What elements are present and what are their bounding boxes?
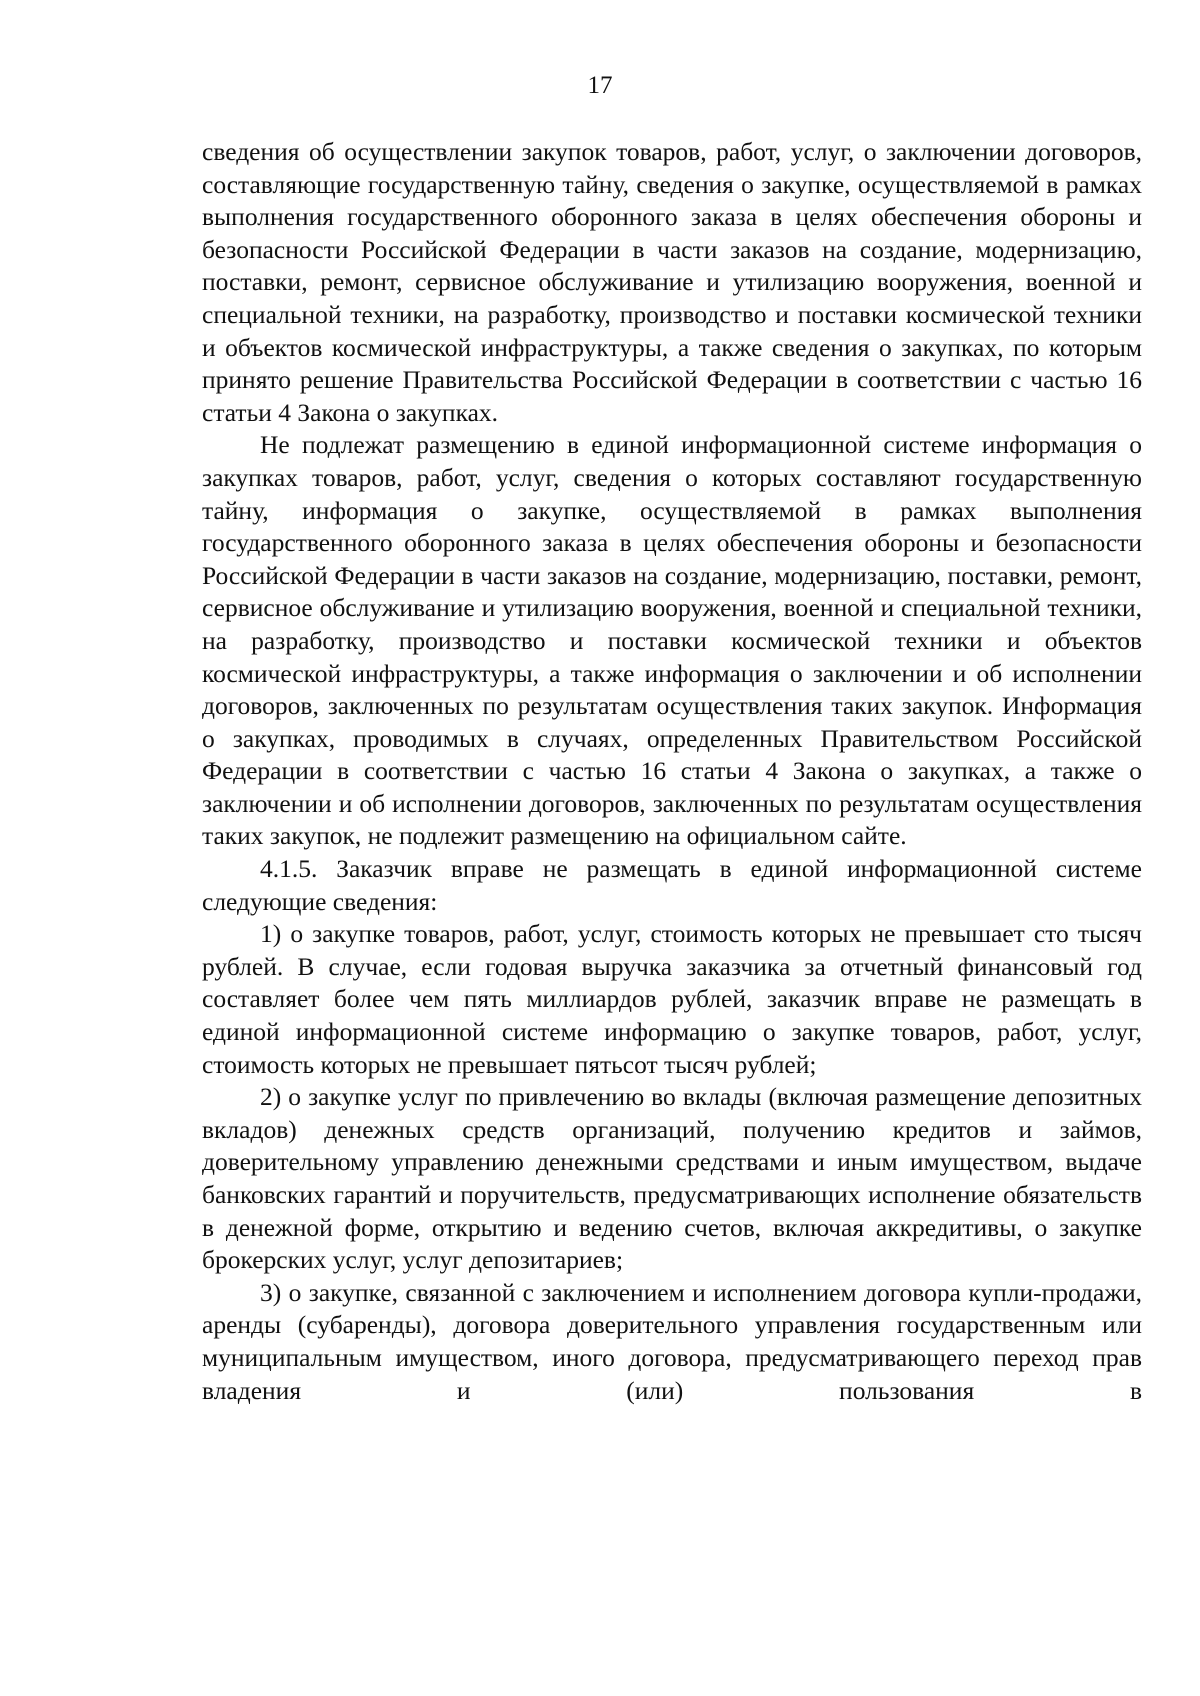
page-number: 17 [587, 72, 613, 99]
paragraph-secret-procurement-info: сведения об осуществлении закупок товаров, работ, услуг, о заключении договоров, составляющие государственную тайну, сведения о закупке, осуществляемой в рамках выполнения государственного оборонного заказа в целях обеспечения обороны и безопасности Российской Федерации в части заказов на создание, модернизацию, поставки, ремонт, сервисное обслуживание и утилизацию вооружения, военной и специальной техники, на разработку, производство и поставки космической техники и объектов космической инфраструктуры, а также сведения о закупках, по которым принято решение Правительства Российской Федерации в соответствии с частью 16 статьи 4 Закона о закупках. [202, 137, 1142, 427]
document-body [202, 136, 1142, 1407]
list-item-1: 1) о закупке товаров, работ, услуг, стоимость которых не превышает сто тысяч рублей. В случае, если годовая выручка заказчика за отчетный финансовый год составляет более чем пять миллиардов рублей, заказчик вправе не размещать в единой информационной системе информацию о закупке товаров, работ, услуг, стоимость которых не превышает пятьсот тысяч рублей; [202, 919, 1142, 1079]
paragraph-clause-4-1-5: 4.1.5. Заказчик вправе не размещать в единой информационной системе следующие сведения: [202, 854, 1142, 916]
list-item-3: 3) о закупке, связанной с заключением и исполнением договора купли-продажи, аренды (субаренды), договора доверительного управления государственным или муниципальным имуществом, иного договора, предусматривающего переход прав владения и (или) пользования в [202, 1277, 1142, 1405]
paragraph-not-subject-to-placement: Не подлежат размещению в единой информационной системе информация о закупках товаров, работ, услуг, сведения о которых составляют государственную тайну, информация о закупке, осуществляемой в рамках выполнения государственного оборонного заказа в целях обеспечения обороны и безопасности Российской Федерации в части заказов на создание, модернизацию, поставки, ремонт, сервисное обслуживание и утилизацию вооружения, военной и специальной техники, на разработку, производство и поставки космической техники и объектов космической инфраструктуры, а также информация о заключении и об исполнении договоров, заключенных по результатам осуществления таких закупок. Информация о закупках, проводимых в случаях, определенных Правительством Российской Федерации в соответствии с частью 16 статьи 4 Закона о закупках, а также о заключении и об исполнении договоров, заключенных по результатам осуществления таких закупок, не подлежит размещению на официальном сайте. [202, 430, 1142, 851]
list-item-2: 2) о закупке услуг по привлечению во вклады (включая размещение депозитных вкладов) денежных средств организаций, получению кредитов и займов, доверительному управлению денежными средствами и иным имуществом, выдаче банковских гарантий и поручительств, предусматривающих исполнение обязательств в денежной форме, открытию и ведению счетов, включая аккредитивы, о закупке брокерских услуг, услуг депозитариев; [202, 1082, 1142, 1275]
